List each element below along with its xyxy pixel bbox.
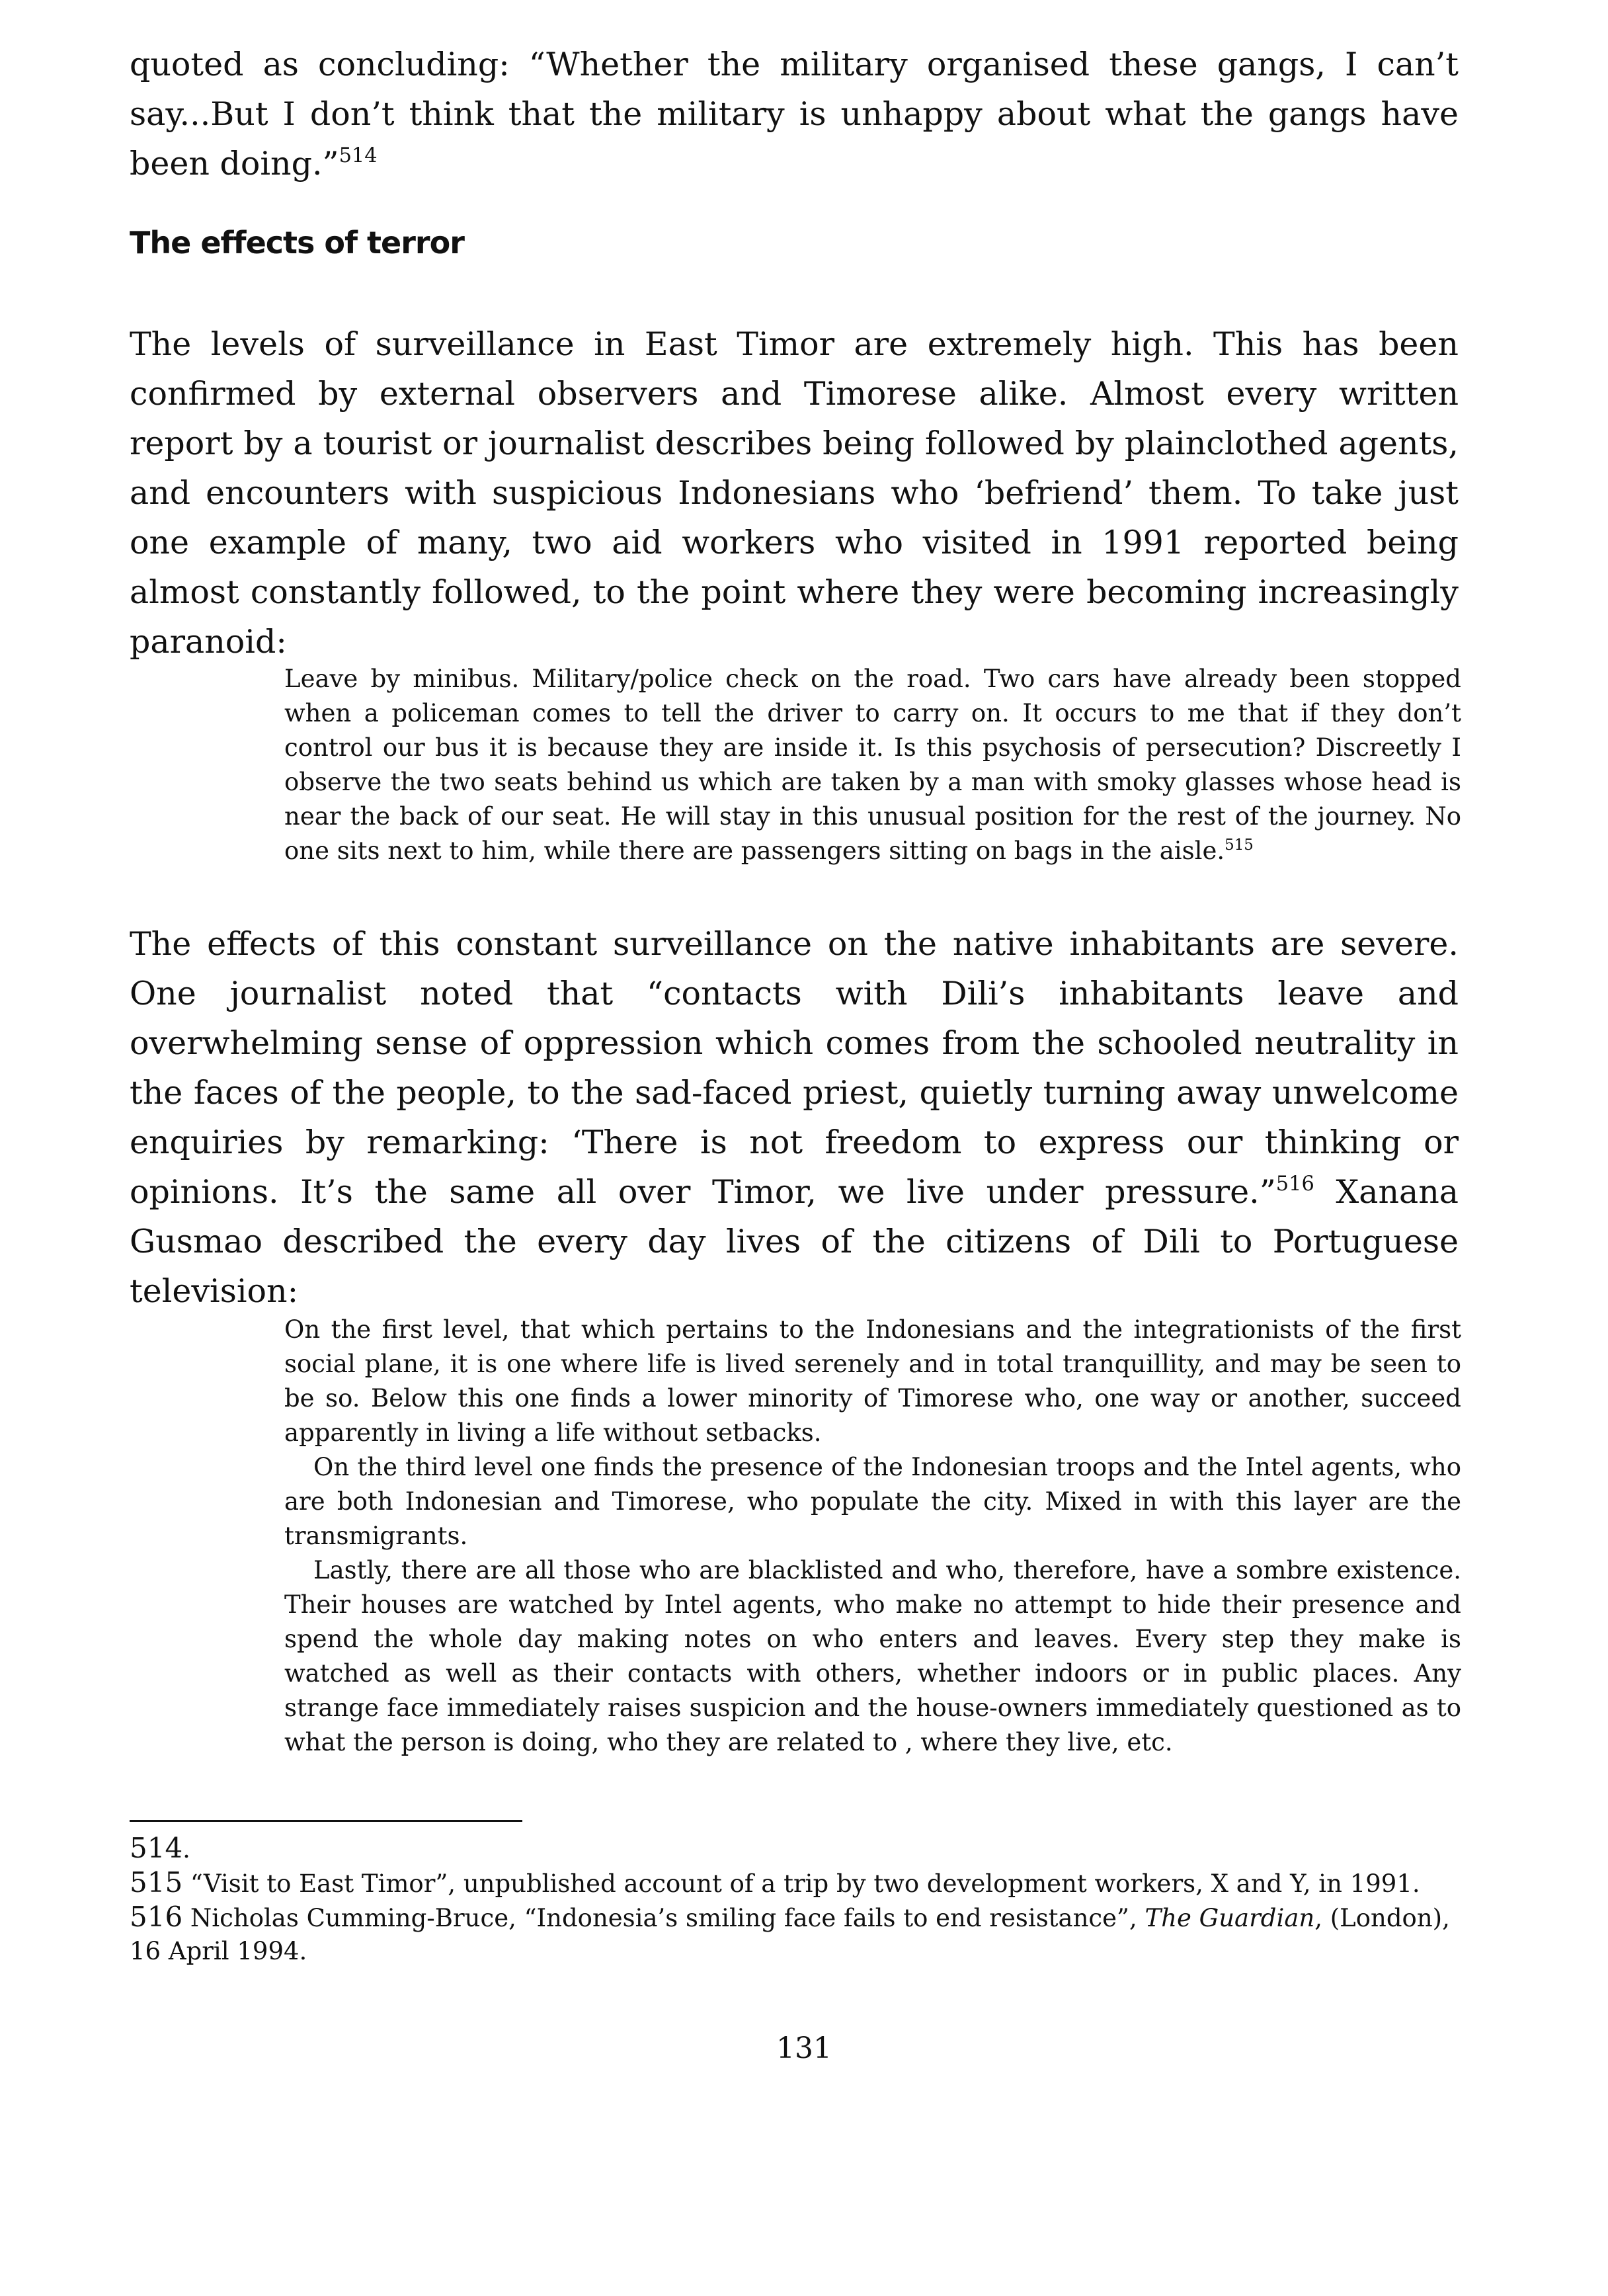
- footnote-ref-515: 515: [1225, 836, 1254, 854]
- block-quote-paragraph-1: On the first level, that which pertains to the Indonesians and the integrationists of the first social plane, it is one where life is lived serenely and in total tranquillity, and may be seen to be so. Below this one finds a lower minority of Timorese who, one way or another, succeed apparently in living a life without setbacks.: [284, 1315, 1461, 1447]
- block-quote-gusmao: [284, 1313, 1461, 1760]
- footnote-text: .: [182, 1835, 190, 1864]
- page-number: 131: [776, 2031, 832, 2065]
- footnote-ref-514: 514: [339, 144, 378, 168]
- paragraph-text-continued: Xanana Gusmao described the every day lives of the citizens of Dili to Portuguese television:: [130, 1173, 1459, 1310]
- footnote-text: Nicholas Cumming-Bruce, “Indonesia’s smiling face fails to end resistance”,: [182, 1904, 1145, 1932]
- footnote-publication: The Guardian: [1145, 1904, 1315, 1932]
- footnote-516: [130, 1901, 1459, 1968]
- footnote-number: 514: [130, 1832, 183, 1864]
- paragraph-intro-quote: [130, 40, 1459, 188]
- block-quote-minibus: [284, 662, 1461, 868]
- footnote-514: [130, 1832, 1459, 1866]
- footnotes: [130, 1832, 1459, 1968]
- paragraph-text: quoted as concluding: “Whether the military organised these gangs, I can’t say...But I don’t think that the military is unhappy about what the gangs have been doing.”: [130, 46, 1459, 183]
- footnote-number: 515: [130, 1866, 183, 1899]
- footnote-text: “Visit to East Timor”, unpublished account of a trip by two development workers, X and Y, in 1991.: [182, 1869, 1420, 1898]
- footnote-ref-516: 516: [1275, 1172, 1314, 1196]
- footnote-515: [130, 1866, 1459, 1901]
- section-heading: The effects of terror: [130, 225, 464, 261]
- paragraph-text: The effects of this constant surveillance on the native inhabitants are severe. One journalist noted that “contacts with Dili’s inhabitants leave and overwhelming sense of oppression which comes from the schooled neutrality in the faces of the people, to the sad-faced priest, quietly turning away unwelcome enquiries by remarking: ‘There is not freedom to express our thinking or opinions. It’s the same all over Timor, we live under pressure.”: [130, 925, 1459, 1211]
- footnote-number: 516: [130, 1901, 183, 1933]
- block-quote-paragraph: [284, 662, 1461, 868]
- paragraph-surveillance: The levels of surveillance in East Timor are extremely high. This has been confirmed by external observers and Timorese alike. Almost every written report by a tourist or journalist describes being followed by plainclothed agents, and encounters with suspicious Indonesians who ‘befriend’ them. To take just one example of many, two aid workers who visited in 1991 reported being almost constantly followed, to the point where they were becoming increasingly paranoid:: [130, 325, 1459, 661]
- block-quote-text: Leave by minibus. Military/police check on the road. Two cars have already been stopped when a policeman comes to tell the driver to carry on. It occurs to me that if they don’t control our bus it is because they are inside it. Is this psychosis of persecution? Discreetly I observe the two seats behind us which are taken by a man with smoky glasses whose head is near the back of our seat. He will stay in this unusual position for the rest of the journey. No one sits next to him, while there are passengers sitting on bags in the aisle.: [284, 665, 1461, 865]
- paragraph-effects: [130, 919, 1459, 1316]
- block-quote-paragraph-3: Lastly, there are all those who are blacklisted and who, therefore, have a sombre existence. Their houses are watched by Intel agents, who make no attempt to hide their presence and spend the whole day making notes on who enters and leaves. Every step they make is watched as well as their contacts with others, whether indoors or in public places. Any strange face immediately raises suspicion and the house-owners immediately questioned as to what the person is doing, who they are related to , where they live, etc.: [284, 1556, 1461, 1756]
- footnote-separator: [130, 1820, 522, 1822]
- block-quote-paragraph-2: On the third level one finds the presence of the Indonesian troops and the Intel agents, who are both Indonesian and Timorese, who populate the city. Mixed in with this layer are the transmigrants.: [284, 1453, 1461, 1550]
- footnote-text-continued: , (London), 16 April 1994.: [130, 1904, 1450, 1965]
